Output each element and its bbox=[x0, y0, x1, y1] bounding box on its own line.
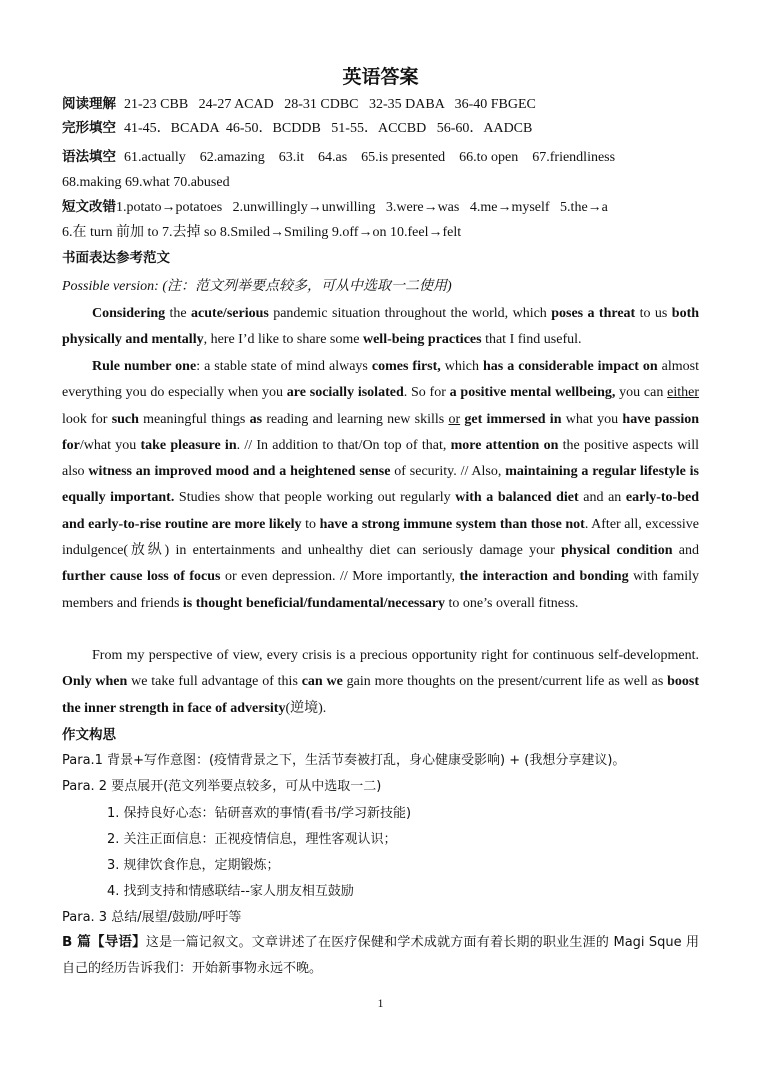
grammar-answers-line2: 68.making 69.what 70.abused bbox=[62, 175, 230, 190]
bold-phrase: well-being practices bbox=[362, 332, 482, 348]
bold-phrase: is thought beneficial/fundamental/necessary bbox=[182, 595, 446, 611]
bold-phrase: have passion for bbox=[62, 411, 700, 453]
text-run: to one’s overall fitness. bbox=[445, 595, 579, 611]
text-run: the bbox=[165, 306, 192, 321]
answer-line-correction bbox=[62, 198, 608, 217]
passage-b-text: 这是一篇记叙文。文章讲述了在医疗保健和学术成就方面有着长期的职业生涯的 Magi Sque 用自己的经历告诉我们：开始新事物永远不晚。 bbox=[62, 935, 699, 976]
bold-phrase: such bbox=[111, 411, 139, 427]
bold-phrase: maintaining a regular lifestyle is equally important. bbox=[62, 464, 699, 506]
text-run: , here I’d like to share some bbox=[203, 332, 363, 348]
outline-item: 1. 保持良好心态：钻研喜欢的事情(看书/学习新技能) bbox=[107, 806, 412, 821]
page-number: 1 bbox=[377, 996, 384, 1010]
text-run: /what you bbox=[79, 437, 141, 453]
bold-phrase: acute/serious bbox=[191, 306, 269, 321]
bold-phrase: Rule number one bbox=[92, 359, 197, 374]
text-run: . So for bbox=[403, 385, 450, 401]
text-run: From my perspective of view, every crisis is a precious opportunity right for continuous self-development. bbox=[92, 648, 699, 663]
possible-version-note: Possible version: (注：范文列举要点较多，可从中选取一二使用) bbox=[62, 279, 452, 294]
passage-b-label: B 篇【导语】 bbox=[62, 934, 146, 950]
text-run: to us bbox=[635, 306, 672, 321]
outline-item: 4. 找到支持和情感联结--家人朋友相互鼓励 bbox=[107, 884, 354, 899]
bold-phrase: can we bbox=[301, 674, 343, 690]
reading-answers: 21-23 CBB 24-27 ACAD 28-31 CDBC 32-35 DABA 36-40 FBGEC bbox=[124, 97, 536, 112]
text-run: of security. // Also, bbox=[390, 464, 506, 480]
bold-phrase: Only when bbox=[62, 674, 128, 690]
text-run: pandemic situation throughout the world, which bbox=[268, 306, 552, 321]
text-run: what you bbox=[561, 411, 623, 427]
answer-line-grammar bbox=[62, 148, 615, 167]
underlined-word: or bbox=[448, 411, 461, 427]
bold-phrase: with a balanced diet bbox=[455, 490, 579, 506]
bold-phrase: comes first, bbox=[371, 359, 441, 374]
text-run: . After all, excessive indulgence(放纵) in entertainments and unhealthy diet can seriously damage your bbox=[62, 516, 700, 559]
bold-phrase: have a strong immune system than those not bbox=[319, 516, 585, 532]
text-run: : a stable state of mind always bbox=[196, 359, 372, 374]
correction-answers-line2: 6.在 turn 前加 to 7.去掉 so 8.Smiled→Smiling 9.off→on 10.feel→felt bbox=[62, 225, 462, 240]
essay-paragraph-3 bbox=[62, 643, 699, 722]
outline-para2: Para. 2 要点展开(范文列举要点较多，可从中选取一二) bbox=[62, 779, 382, 794]
outline-item: 3. 规律饮食作息，定期锻炼； bbox=[107, 858, 280, 873]
bold-phrase: poses a threat bbox=[551, 306, 636, 321]
bold-phrase: both physically and mentally bbox=[62, 306, 700, 348]
outline-heading: 作文构思 bbox=[62, 727, 116, 743]
text-run: and an bbox=[578, 490, 626, 506]
text-run: you can bbox=[615, 385, 668, 401]
bold-phrase: witness an improved mood and a heightened sense bbox=[88, 464, 391, 480]
bold-phrase: as bbox=[249, 411, 263, 427]
outline-para1: Para.1 背景+写作意图：(疫情背景之下，生活节奏被打乱，身心健康受影响) + (我想分享建议)。 bbox=[62, 753, 626, 768]
bold-phrase: take pleasure in bbox=[140, 437, 237, 453]
bold-phrase: get immersed in bbox=[464, 411, 562, 427]
essay-paragraph-1 bbox=[62, 301, 699, 354]
bold-phrase: the interaction and bonding bbox=[459, 569, 629, 585]
passage-b-intro bbox=[62, 929, 699, 982]
bold-phrase: further cause loss of focus bbox=[62, 569, 221, 585]
bold-phrase: are socially isolated bbox=[286, 385, 404, 401]
bold-phrase: has a considerable impact on bbox=[483, 359, 658, 374]
text-run: or even depression. // More importantly, bbox=[220, 569, 460, 585]
bold-phrase: Considering bbox=[92, 306, 166, 321]
essay-paragraph-2 bbox=[62, 354, 699, 617]
text-run: (逆境). bbox=[285, 700, 327, 716]
cloze-answers: 41-45．BCADA 46-50．BCDDB 51-55．ACCBD 56-60．AADCB bbox=[124, 121, 533, 136]
outline-item: 2. 关注正面信息：正视疫情信息，理性客观认识； bbox=[107, 832, 397, 847]
bold-phrase: boost the inner strength in face of adversity bbox=[62, 674, 699, 716]
text-run: which bbox=[440, 359, 483, 374]
outline-para3: Para. 3 总结/展望/鼓励/呼吁等 bbox=[62, 910, 242, 925]
bold-phrase: a positive mental wellbeing, bbox=[449, 385, 616, 401]
text-run: with family members and friends bbox=[62, 569, 700, 611]
text-run: and bbox=[672, 543, 700, 559]
text-run: Studies show that people working out regularly bbox=[174, 490, 456, 506]
text-run: that I find useful. bbox=[481, 332, 582, 348]
answer-line-cloze bbox=[62, 119, 532, 138]
underlined-word: either bbox=[667, 385, 699, 401]
text-run: almost everything you do especially when you bbox=[62, 359, 699, 401]
text-run: gain more thoughts on the present/current life as well as bbox=[342, 674, 668, 690]
text-run: look for bbox=[62, 411, 112, 427]
text-run: the positive aspects will also bbox=[62, 437, 699, 480]
text-run: to bbox=[301, 516, 320, 532]
bold-phrase: more attention on bbox=[450, 437, 559, 453]
bold-phrase: physical condition bbox=[561, 543, 673, 559]
text-run: we take full advantage of this bbox=[127, 674, 302, 690]
cloze-label: 完形填空 bbox=[62, 120, 116, 136]
grammar-label: 语法填空 bbox=[62, 149, 116, 165]
writing-heading: 书面表达参考范文 bbox=[62, 250, 170, 266]
answer-line-reading bbox=[62, 95, 536, 114]
correction-answers-line1: 1.potato→potatoes 2.unwillingly→unwilling 3.were→was 4.me→myself 5.the→a bbox=[116, 200, 608, 215]
correction-label: 短文改错 bbox=[62, 199, 116, 215]
bold-phrase: early-to-bed and early-to-rise routine are more likely bbox=[62, 490, 699, 532]
text-run: meaningful things bbox=[138, 411, 250, 427]
text-run: . // In addition to that/On top of that, bbox=[236, 437, 451, 453]
page-title: 英语答案 bbox=[342, 66, 419, 88]
text-run: reading and learning new skills bbox=[262, 411, 449, 427]
grammar-answers-line1: 61.actually 62.amazing 63.it 64.as 65.is presented 66.to open 67.friendliness bbox=[124, 150, 616, 165]
reading-label: 阅读理解 bbox=[62, 96, 116, 112]
